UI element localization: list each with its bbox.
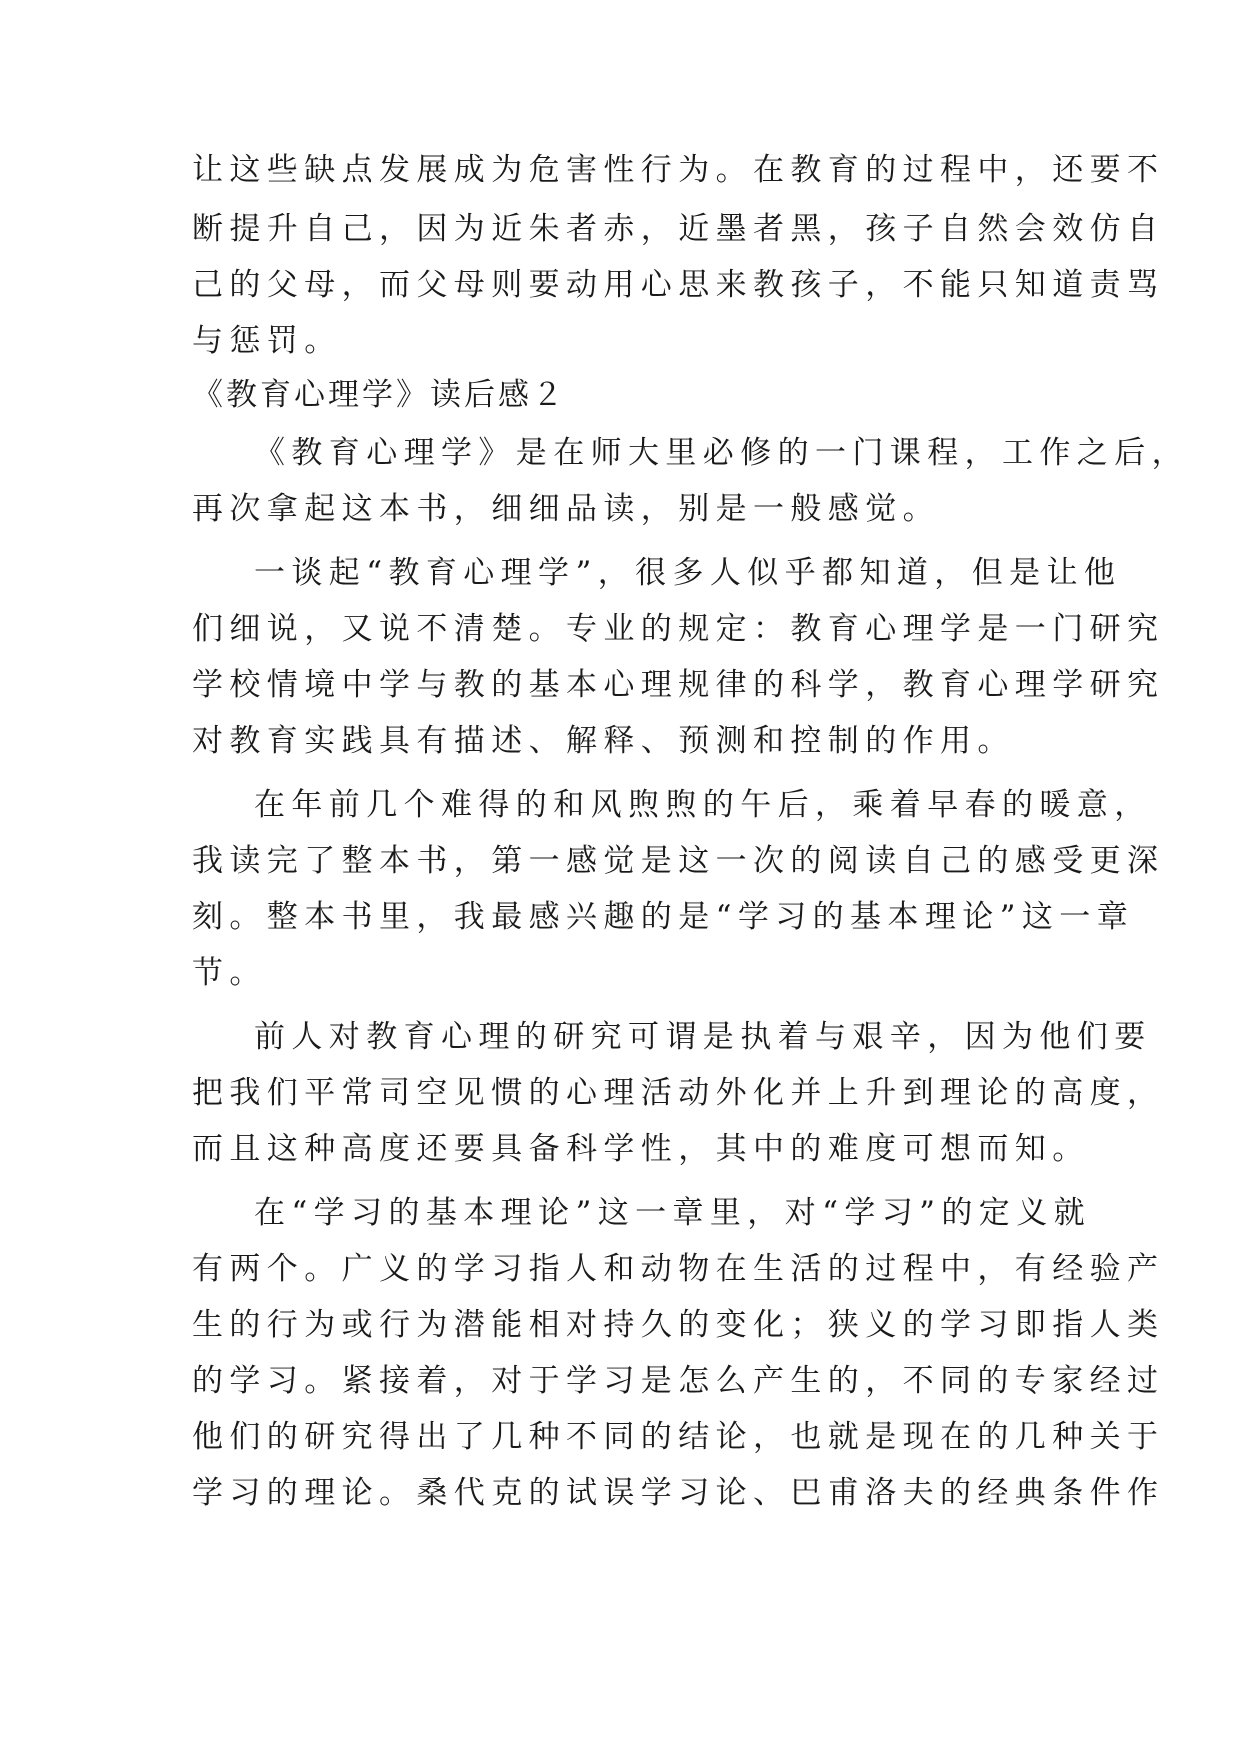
text-line: 我读完了整本书，第一感觉是这一次的阅读自己的感受更深 [192, 843, 1165, 879]
text-line: 己的父母，而父母则要动用心思来教孩子，不能只知道责骂 [192, 267, 1165, 303]
text-line: 对教育实践具有描述、解释、预测和控制的作用。 [192, 723, 1015, 759]
text-line: 节。 [192, 955, 267, 991]
text-line: 与惩罚。 [192, 323, 342, 359]
text-line: 一谈起“教育心理学”，很多人似乎都知道，但是让他 [254, 555, 1122, 591]
text-line: 而且这种高度还要具备科学性，其中的难度可想而知。 [192, 1131, 1090, 1167]
text-line: 在“学习的基本理论”这一章里，对“学习”的定义就 [254, 1195, 1091, 1231]
text-line: 前人对教育心理的研究可谓是执着与艰辛，因为他们要 [254, 1019, 1152, 1055]
text-line: 们细说，又说不清楚。专业的规定：教育心理学是一门研究 [192, 611, 1165, 647]
text-line: 在年前几个难得的和风煦煦的午后，乘着早春的暖意， [254, 787, 1152, 823]
section-heading: 《教育心理学》读后感２ [192, 377, 566, 413]
text-line: 生的行为或行为潜能相对持久的变化；狭义的学习即指人类 [192, 1307, 1165, 1343]
text-line: 学校情境中学与教的基本心理规律的科学，教育心理学研究 [192, 667, 1165, 703]
text-line: 有两个。广义的学习指人和动物在生活的过程中，有经验产 [192, 1251, 1165, 1287]
text-line: 学习的理论。桑代克的试误学习论、巴甫洛夫的经典条件作 [192, 1475, 1165, 1511]
text-line: 的学习。紧接着，对于学习是怎么产生的，不同的专家经过 [192, 1363, 1165, 1399]
text-line: 再次拿起这本书，细细品读，别是一般感觉。 [192, 491, 940, 527]
text-line: 把我们平常司空见惯的心理活动外化并上升到理论的高度， [192, 1075, 1165, 1111]
text-line: 刻。整本书里，我最感兴趣的是“学习的基本理论”这一章 [192, 899, 1135, 935]
text-line: 他们的研究得出了几种不同的结论，也就是现在的几种关于 [192, 1419, 1165, 1455]
text-line: 《教育心理学》是在师大里必修的一门课程，工作之后， [254, 435, 1189, 471]
text-line: 让这些缺点发展成为危害性行为。在教育的过程中，还要不 [192, 152, 1165, 188]
text-line: 断提升自己，因为近朱者赤，近墨者黑，孩子自然会效仿自 [192, 211, 1165, 247]
